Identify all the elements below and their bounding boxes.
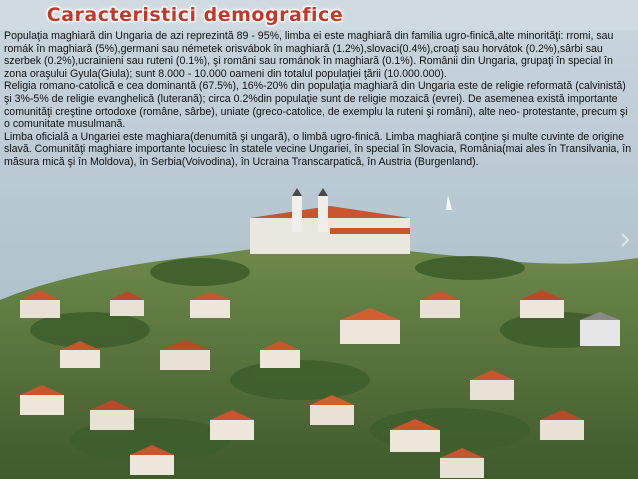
slide-title: Caracteristici demografice (46, 4, 344, 26)
chevron-right-icon[interactable] (620, 232, 630, 248)
slide-body (4, 30, 632, 169)
paragraph-language: Limba oficială a Ungariei este maghiara(denumită şi ungară), o limbă ugro-finică. Limba maghiară conţine şi multe cuvinte de origine slavă. Comunităţi maghiare importante locuiesc în statele vecine Ungariei, în special în Slovacia, România(mai ales în Transilvania, în măsura mică şi în Moldova), în Serbia(Voivodina), în Ucraina Transcarpatică, în Austria (Burgenland). (4, 130, 632, 168)
paragraph-religion: Religia romano-catolică e cea dominantă (67.5%), 16%-20% din populaţia maghiară din Ungaria este de religie reformată (calvinistă) şi 3%-5% de religie evanghelică (luterană); circa 0.2%din populaţie sunt de religie mozaică (evrei). De asemenea există importante comunităţi creştine ortodoxe (române, sârbe), uniate (greco-catolice, de exemplu la ruteni şi români), alte neo- protestante, precum şi o comunitate musulmană. (4, 80, 628, 131)
paragraph-demographics: Populaţia maghiară din Ungaria de azi reprezintă 89 - 95%, limba ei este maghiară din familia ugro-finică,alte minorităţi: rromi, sau romák în maghiară (5%),germani sau németek orisvábok în maghiară (1.2%),slovaci(0.4%),croaţi sau horvátok (0.2%),sârbi sau szerbek (0.2%),ucrainieni sau ruteni (0.1%), şi români sau románok în maghiară (0.1%). Românii din Ungaria, grupaţi în special în zona oraşului Gyula(Giula); sunt 8.000 - 10.000 oameni din totalul populaţiei ţării (10.000.000). (4, 30, 614, 80)
